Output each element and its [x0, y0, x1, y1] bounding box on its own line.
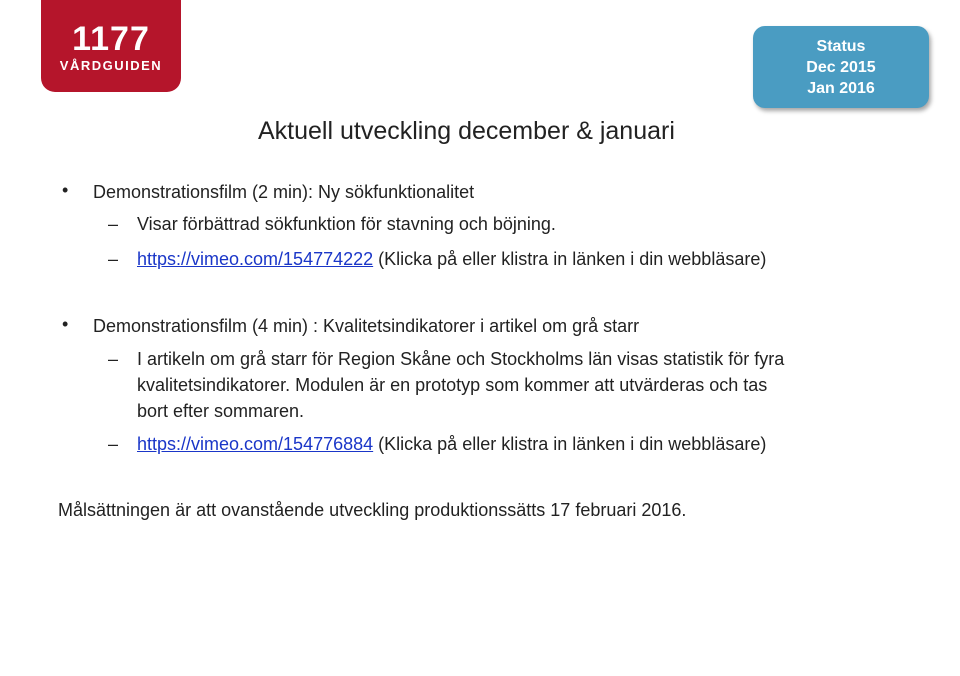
section2-description-line1: I artikeln om grå starr för Region Skåne och Stockholms län visas statistik för fyra: [137, 349, 785, 369]
footer-goal: Målsättningen är att ovanstående utveckling produktionssätts 17 februari 2016.: [58, 500, 687, 520]
section1-video-link[interactable]: https://vimeo.com/154774222: [137, 249, 374, 269]
section2-description-line2: kvalitetsindikatorer. Modulen är en prototyp som kommer att utvärderas och tas: [137, 375, 768, 395]
section2-link-note: (Klicka på eller klistra in länken i din webbläsare): [373, 434, 767, 454]
dash-icon: –: [108, 214, 119, 234]
dash-icon: –: [108, 349, 119, 369]
bullet-icon: •: [62, 314, 69, 334]
section2-heading: Demonstrationsfilm (4 min) : Kvalitetsindikatorer i artikel om grå starr: [93, 316, 640, 336]
logo-number: 1177: [72, 20, 150, 58]
dash-icon: –: [108, 434, 119, 454]
status-date-1: Dec 2015: [806, 58, 876, 76]
status-date-2: Jan 2016: [807, 79, 875, 97]
logo-name: VÅRDGUIDEN: [59, 58, 163, 73]
page-title: Aktuell utveckling december & januari: [258, 117, 675, 145]
section1-description: Visar förbättrad sökfunktion för stavning och böjning.: [137, 214, 556, 234]
bullet-icon: •: [62, 180, 69, 200]
section1-heading: Demonstrationsfilm (2 min): Ny sökfunktionalitet: [93, 182, 475, 202]
dash-icon: –: [108, 249, 119, 269]
status-label: Status: [816, 37, 866, 55]
section1-link-line: [137, 249, 766, 270]
section2-description-line3: bort efter sommaren.: [137, 401, 305, 421]
logo-1177-vardguiden: [41, 0, 181, 92]
section2-link-line: [137, 434, 766, 455]
status-box: [753, 26, 929, 108]
section1-link-note: (Klicka på eller klistra in länken i din webbläsare): [373, 249, 767, 269]
section2-video-link[interactable]: https://vimeo.com/154776884: [137, 434, 374, 454]
